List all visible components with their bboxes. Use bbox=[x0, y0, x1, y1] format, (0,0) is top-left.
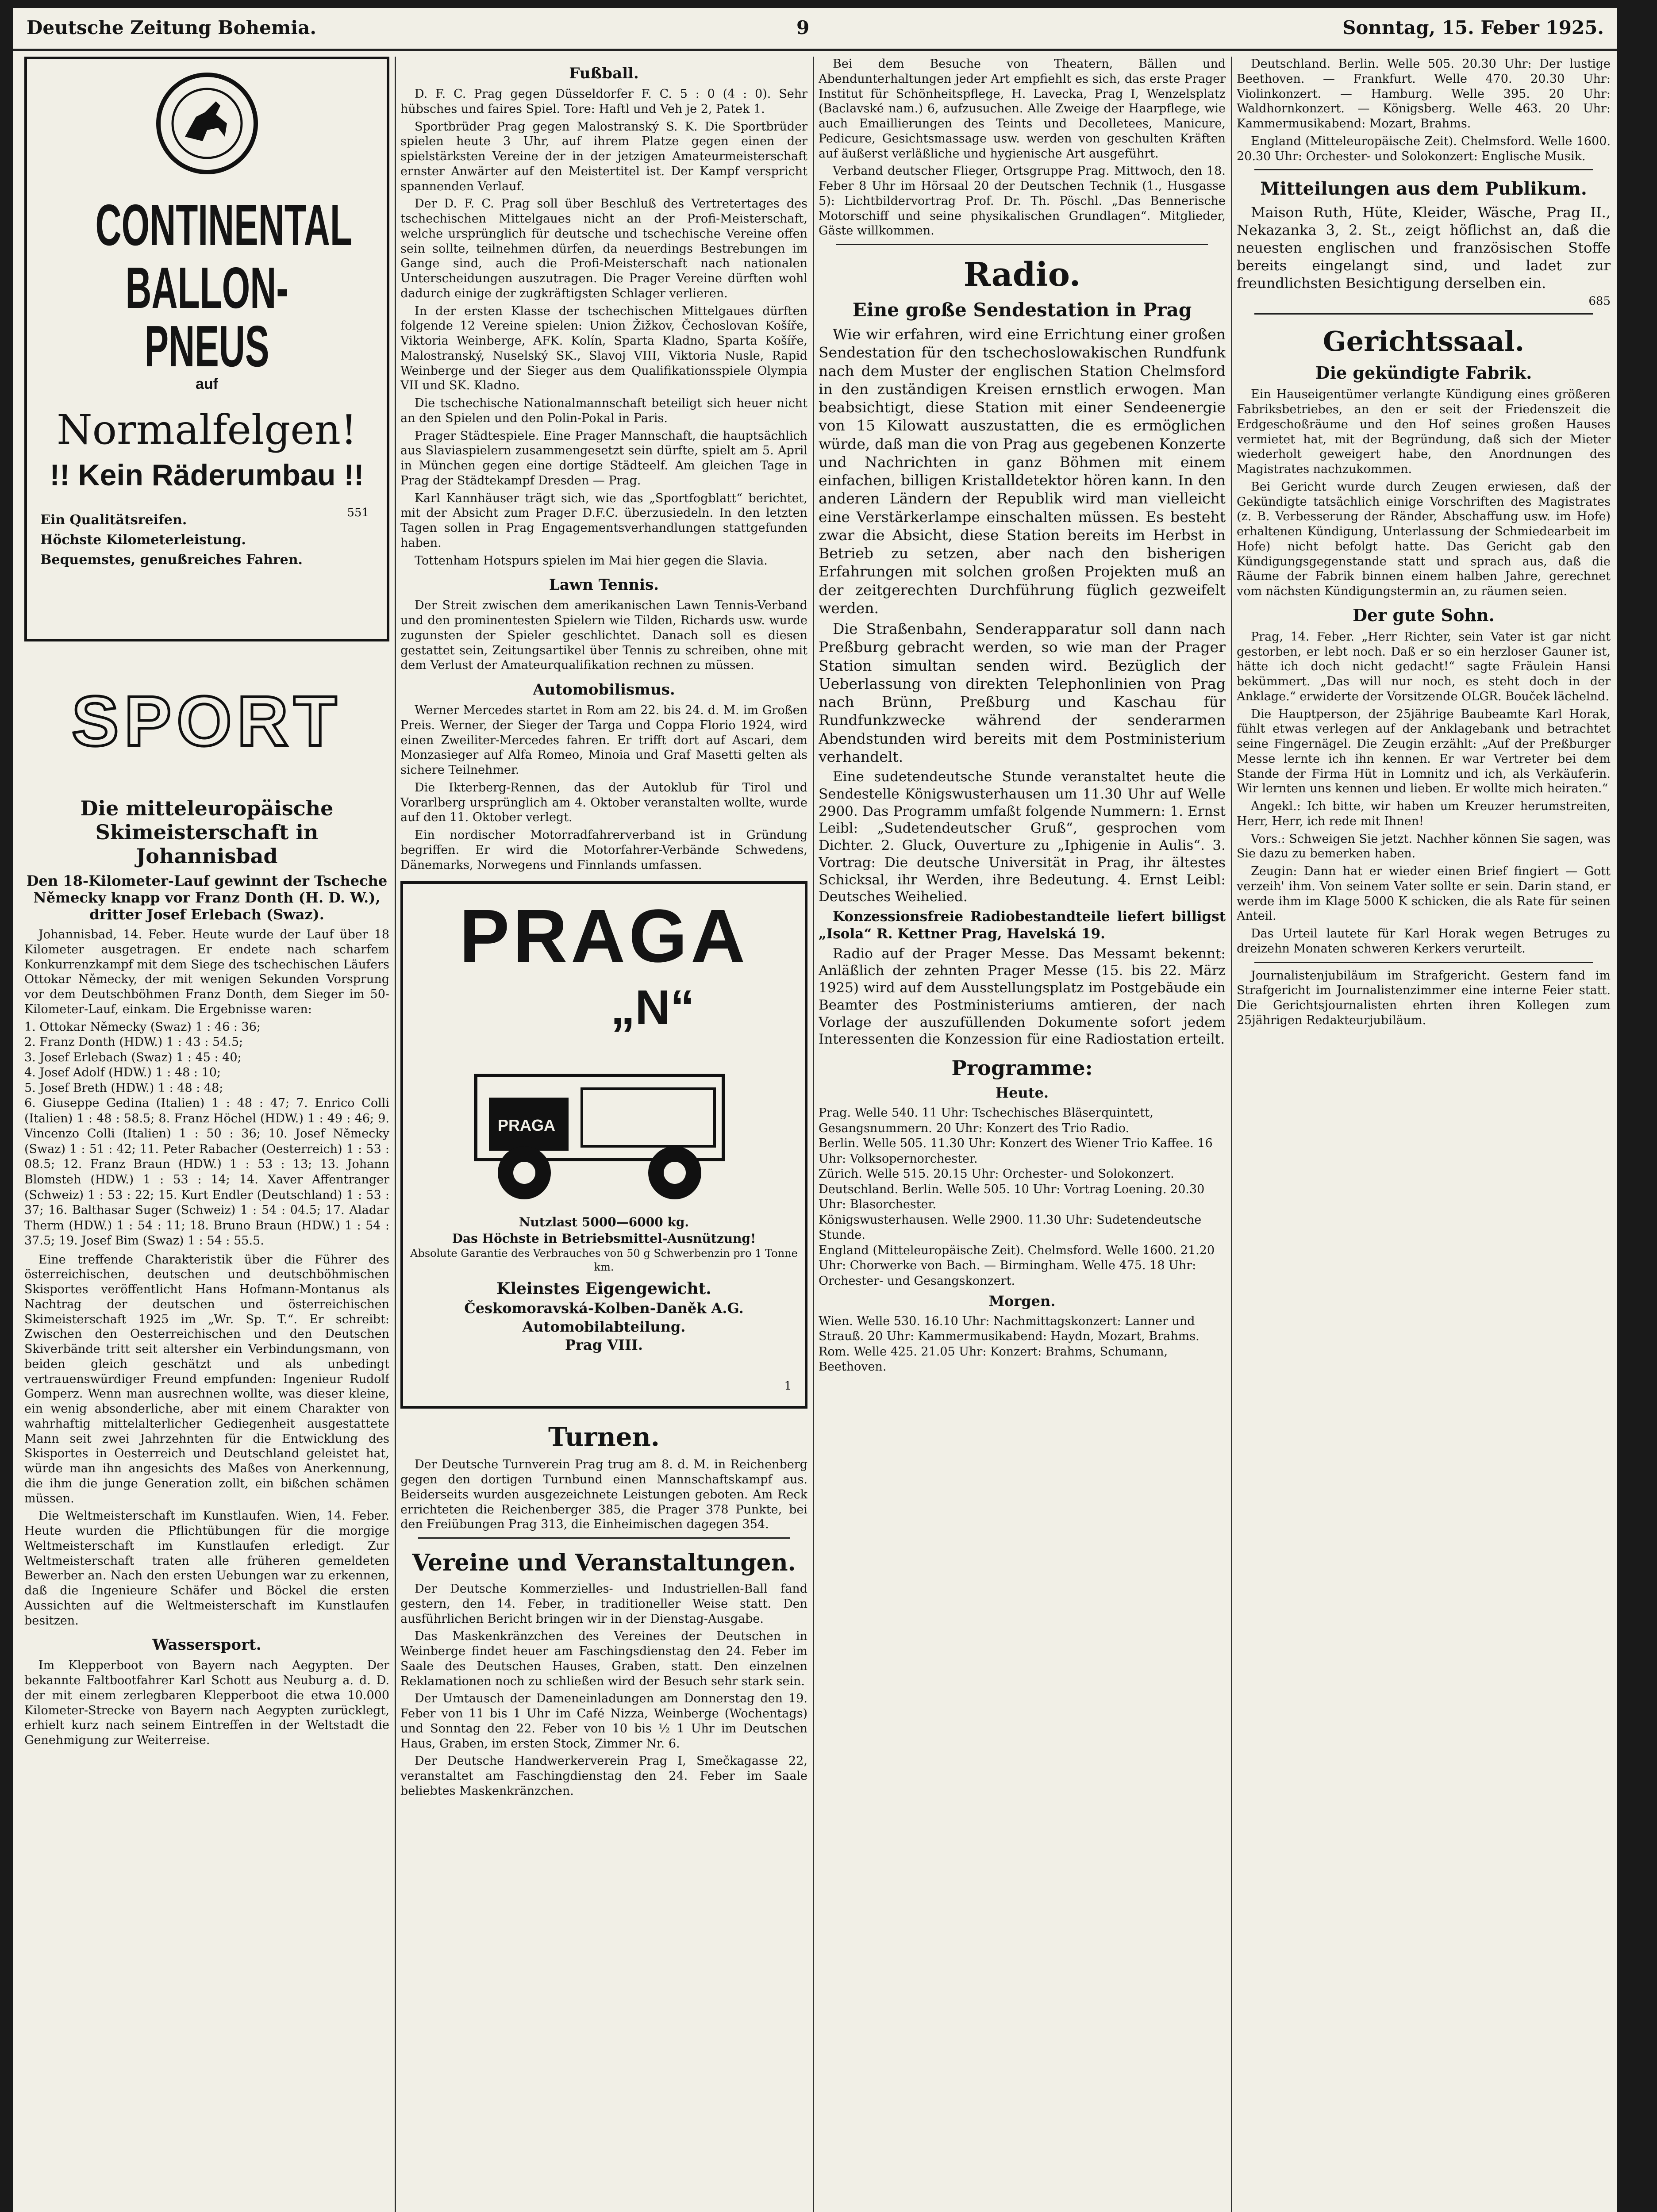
section-heading: Mitteilungen aus dem Publikum. bbox=[1260, 178, 1587, 200]
ad-tagline: !! Kein Räderumbau !! bbox=[50, 458, 364, 492]
list-item: Deutschland. Berlin. Welle 505. 10 Uhr: Vortrag Loening. 20.30 Uhr: Blasorchester. bbox=[819, 1182, 1205, 1212]
article-paragraph: Der Streit zwischen dem amerikanischen Lawn Tennis-Verband und den prominentesten Spielern wie Tilden, Richards usw. wurde zugunsten der Spieler geschlichtet. Danach soll es diesen gestattet sein, Zeitungsartikel über Tennis zu schreiben, ohne mit dem Verlust der Amateurqualifikation rechnen zu müssen. bbox=[400, 599, 807, 672]
article-paragraph: Sportbrüder Prag gegen Malostranský S. K. Die Sportbrüder spielen heute 3 Uhr, auf ihrem Platze gegen einen der spielstärksten Vereine der in der jetzigen Amateurmeisterschaft ernster Anwärter auf den Meistertitel ist. Der Kampf verspricht spannenden Verlauf. bbox=[400, 119, 807, 193]
article-paragraph: Der Deutsche Kommerzielles- und Industriellen-Ball fand gestern, den 14. Feber, in traditioneller Weise statt. Den ausführlichen Bericht bringen wir in der Dienstag-Ausgabe. bbox=[400, 1582, 807, 1626]
article-paragraph: Werner Mercedes startet in Rom am 22. bis 24. d. M. im Großen Preis. Werner, der Sieger der Targa und Coppa Florio 1924, wird einen Zweiliter-Mercedes fahren. Er trifft dort auf Ascari, dem Monzasieger auf Alfa Romeo, Minoia und Graf Masetti gelten als sichere Teilnehmer. bbox=[400, 703, 807, 777]
article-paragraph: Wie wir erfahren, wird eine Errichtung einer großen Sendestation für den tschechoslowakischen Rundfunk nach dem Muster der englischen Station Chelmsford in den zuständigen Kreisen ernstlich erwogen. Man beabsichtigt, diese Station mit einer Sendeenergie von 15 Kilowatt auszustatten, die es ermöglichen würde, daß man die von Prag aus gegebenen Konzerte und Nachrichten in ganz Böhmen mit einem einfachen, billigen Kristalldetektor hören kann. In den anderen Ländern der Republik wird man vielleicht eine Verstärkerlampe einschalten müssen. Es besteht zwar die Absicht, diese Station bereits im Herbst in Betrieb zu setzen, aber nach den bisherigen Erfahrungen mit solchen großen Projekten muß an der zeitgerechten Durchführung füglich gezweifelt werden. bbox=[819, 326, 1226, 617]
ad-brand: CONTINENTAL bbox=[95, 192, 352, 257]
list-item: 4. Josef Adolf (HDW.) 1 : 48 : 10; bbox=[24, 1066, 221, 1080]
divider bbox=[836, 244, 1208, 245]
list-item: England (Mitteleuropäische Zeit). Chelmsford. Welle 1600. 21.20 Uhr: Chorwerke von Bach. — Birmingham. Welle 475. 18 Uhr: Orchester- und Gesangskonzert. bbox=[819, 1243, 1215, 1288]
list-item: 2. Franz Donth (HDW.) 1 : 43 : 54.5; bbox=[24, 1035, 243, 1049]
column-4 bbox=[1237, 57, 1611, 2212]
list-item: Königswusterhausen. Welle 2900. 11.30 Uhr: Sudetendeutsche Stunde. bbox=[819, 1213, 1202, 1242]
day-heading: Heute. bbox=[995, 1084, 1049, 1101]
masthead: Deutsche Zeitung Bohemia. bbox=[27, 17, 316, 38]
truck-icon bbox=[449, 1036, 759, 1213]
article-paragraph: Radio auf der Prager Messe. Das Messamt bekennt: Anläßlich der zehnten Prager Messe (15. bis 22. März 1925) wird auf dem Ausstellungsplatz im Postgebäude ein Beamter des Postministeriums amtieren, der nach Vorlage der auszufüllenden Dokumente sofort jedem Interessenten die Konzession für eine Radiostation erteilt. bbox=[819, 945, 1226, 1048]
day-heading: Morgen. bbox=[988, 1292, 1056, 1310]
article-paragraph: Tottenham Hotspurs spielen im Mai hier gegen die Slavia. bbox=[415, 553, 768, 568]
praga-ad-model: „N“ bbox=[611, 980, 695, 1035]
section-heading: Gerichtssaal. bbox=[1323, 325, 1525, 358]
list-item: Rom. Welle 425. 21.05 Uhr: Konzert: Brahms, Schumann, Beethoven. bbox=[819, 1344, 1168, 1374]
article-paragraph: Ein Hauseigentümer verlangte Kündigung eines größeren Fabriksbetriebes, an den er seit der Friedenszeit die Erdgeschoßräume und den Hof seines großen Hauses vermietet hat, mit der Begründung, daß sich der Mieter wiederholt geweigert habe, den Anordnungen des Magistrates nachzukommen. bbox=[1237, 388, 1611, 476]
article-paragraph: Prager Städtespiele. Eine Prager Mannschaft, die hauptsächlich aus Slaviaspielern zusammengesetzt sein dürfte, spielt am 5. April in München gegen eine dortige Städteelf. Am gleichen Tage in Prag der Städtekampf Dresden — Prag. bbox=[400, 429, 807, 488]
article-paragraph: D. F. C. Prag gegen Düsseldorfer F. C. 5 : 0 (4 : 0). Sehr hübsches und faires Spiel. Tore: Haftl und Veh je 2, Patek 1. bbox=[400, 87, 807, 116]
article-paragraph: Angekl.: Ich bitte, wir haben um Kreuzer herumstreiten, Herr, Herr, ich rede mit Ihnen! bbox=[1237, 799, 1611, 828]
list-item: 1. Ottokar Německy (Swaz) 1 : 46 : 36; bbox=[24, 1020, 261, 1034]
list-item: 5. Josef Breth (HDW.) 1 : 48 : 48; bbox=[24, 1081, 223, 1095]
article-paragraph: Deutschland. Berlin. Welle 505. 20.30 Uhr: Der lustige Beethoven. — Frankfurt. Welle 470. 20.30 Uhr: Violinkonzert. — Hamburg. Welle 395. 20 Uhr: Waldhornkonzert. — Königsberg. Welle 463. 20 Uhr: Kammermusikabend: Mozart, Brahms. bbox=[1237, 57, 1611, 131]
praga-ad-line: Absolute Garantie des Verbrauches von 50 g Schwerbenzin pro 1 Tonne km. bbox=[410, 1247, 798, 1274]
ad-connector: auf bbox=[196, 376, 218, 392]
article-paragraph: Johannisbad, 14. Feber. Heute wurde der Lauf über 18 Kilometer ausgetragen. Er endete nach scharfem Konkurrenzkampf mit dem Siege des tschechischen Läufers Ottokar Německy, der mit wenigen Sekunden Vorsprung vor dem Deutschböhmen Franz Donth, dem Sieger im 50-Kilometer-Lauf, einkam. Die Ergebnisse waren: bbox=[24, 928, 389, 1016]
results-list bbox=[24, 1020, 389, 1249]
divider bbox=[418, 1537, 790, 1539]
ad-code: 1 bbox=[784, 1379, 792, 1393]
praga-ad-line: Kleinstes Eigengewicht. bbox=[496, 1279, 711, 1298]
praga-ad-payload: Nutzlast 5000—6000 kg. bbox=[519, 1215, 689, 1230]
page-header bbox=[13, 8, 1617, 51]
horse-emblem-icon bbox=[154, 70, 260, 177]
article-paragraph: Verband deutscher Flieger, Ortsgruppe Prag. Mittwoch, den 18. Feber 8 Uhr im Hörsaal 20 der Deutschen Technik (1., Husgasse 5): Lichtbildervortrag Prof. Dr. Th. Pöschl. „Das Bennerische Motorschiff und seine physikalischen Grundlagen“. Mitglieder, Gäste willkommen. bbox=[819, 164, 1226, 238]
program-list bbox=[819, 1314, 1226, 1375]
list-item: Prag. Welle 540. 11 Uhr: Tschechisches Bläserquintett, Gesangsnummern. 20 Uhr: Konzert des Trio Radio. bbox=[819, 1106, 1153, 1135]
divider bbox=[1254, 313, 1593, 315]
section-heading: Lawn Tennis. bbox=[549, 576, 659, 594]
article-paragraph: Der D. F. C. Prag soll über Beschluß des Vertretertages des tschechischen Mittelgaues nicht an der Profi-Meisterschaft, welche ursprünglich für deutsche und tschechische Vereine offen sein sollte, teilnehmen dürfen, da neuerdings Bestrebungen im Gange sind, auch die Profi-Meisterschaft nach nationalen Unterscheidungen auszutragen. Die Prager Vereine dürften wohl dadurch einige der zugkräftigsten Schlager verlieren. bbox=[400, 197, 807, 300]
article-paragraph: Journalistenjubiläum im Strafgericht. Gestern fand im Strafgericht im Journalistenzimmer eine interne Feier statt. Die Gerichtsjournalisten ehrten ihren Kollegen zum 25jährigen Redakteurjubiläum. bbox=[1237, 968, 1611, 1027]
article-paragraph: England (Mitteleuropäische Zeit). Chelmsford. Welle 1600. 20.30 Uhr: Orchester- und Solokonzert: Englische Musik. bbox=[1237, 134, 1611, 163]
article-paragraph: Ein nordischer Motorradfahrerverband ist in Gründung begriffen. Er wird die Motorfahrer-Verbände Schwedens, Dänemarks, Norwegens und Finnlands umfassen. bbox=[400, 828, 807, 872]
list-item: 6. Giuseppe Gedina (Italien) 1 : 48 : 47; 7. Enrico Colli (Italien) 1 : 48 : 58.5; 8. Franz Höchel (HDW.) 1 : 49 : 46; 9. Vincenzo Colli (Italien) 1 : 50 : 36; 10. Josef Německy (Swaz) 1 : 51 : 42; 11. Peter Rabacher (Oesterreich) 1 : 53 : 08.5; 12. Franz Braun (HDW.) 1 : 53 : 13; 13. Johann Blomsteh (HDW.) 1 : 53 : 14; 14. Xaver Affentranger (Schweiz) 1 : 53 : 22; 15. Kurt Endler (Deutschland) 1 : 53 : 37; 16. Balthasar Suger (Schweiz) 1 : 54 : 04.5; 17. Aladar Therm (HDW.) 1 : 54 : 11; 18. Bruno Braun (HDW.) 1 : 54 : 37.5; 19. Josef Bim (Swaz) 1 : 54 : 55.5. bbox=[24, 1096, 389, 1248]
article-paragraph: Das Maskenkränzchen des Vereines der Deutschen in Weinberge findet heuer am Faschingsdienstag den 24. Feber im Saale des Deutschen Hauses, Graben, statt. Den einzelnen Reklamationen noch zu schließen wird der Besuch sehr stark sein. bbox=[400, 1629, 807, 1688]
sport-banner-text: SPORT bbox=[71, 681, 342, 760]
article-subhead: Eine große Sendestation in Prag bbox=[852, 299, 1192, 321]
praga-ad-line: Das Höchste in Betriebsmittel-Ausnützung! bbox=[452, 1231, 756, 1246]
praga-ad-company: Českomoravská-Kolben-Daněk A.G. bbox=[464, 1300, 744, 1317]
newspaper-page bbox=[13, 8, 1617, 2212]
article-subhead: Die gekündigte Fabrik. bbox=[1315, 363, 1532, 383]
article-paragraph: Bei dem Besuche von Theatern, Bällen und Abendunterhaltungen jeder Art empfiehlt es sich, das erste Prager Institut für Schönheitspflege, H. Lavecka, Prag I, Wenzelsplatz (Baclavské nam.) 6, aufzusuchen. Alle Zweige der Haarpflege, wie auch Emaillierungen des Teints und Decolletees, Manicure, Pedicure, Gesichtsmassage usw. werden von geschulten Kräften auf äußerst verläßliche und hygienische Art ausgeführt. bbox=[819, 57, 1226, 161]
ad-code: 685 bbox=[1588, 295, 1611, 308]
list-item: Zürich. Welle 515. 20.15 Uhr: Orchester- und Solokonzert. bbox=[819, 1167, 1174, 1181]
article-paragraph: Karl Kannhäuser trägt sich, wie das „Sportfogblatt“ berichtet, mit der Absicht zum Prager D.F.C. überzusiedeln. In den letzten Tagen sollen in Prag Engagementsverhandlungen stattgefunden haben. bbox=[400, 491, 807, 550]
column-rule bbox=[1231, 57, 1232, 2212]
article-paragraph: Der Deutsche Handwerkerverein Prag I, Smečkagasse 22, veranstaltet am Faschingdienstag den 24. Feber im Saale beliebtes Maskenkränzchen. bbox=[400, 1754, 807, 1798]
column-rule bbox=[395, 57, 396, 2212]
article-paragraph: Der Deutsche Turnverein Prag trug am 8. d. M. in Reichenberg gegen den dortigen Turnbund einen Mannschaftskampf aus. Beiderseits wurden ausgezeichnete Leistungen geboten. Am Reck errichteten die Reichenberger 385, die Prager 378 Punkte, bei den Freiübungen Prag 313, die Einheimischen dagegen 354. bbox=[400, 1458, 807, 1532]
article-headline: Die mitteleuropäische Skimeisterschaft in Johannisbad bbox=[80, 796, 334, 868]
article-paragraph: Der Umtausch der Dameneinladungen am Donnerstag den 19. Feber von 11 bis 1 Uhr im Café Nizza, Weinberge (Wochentags) und Sonntag den 22. Feber von 10 bis ½ 1 Uhr im Deutschen Haus, Graben, im ersten Stock, Zimmer Nr. 6. bbox=[400, 1692, 807, 1751]
article-paragraph: Eine treffende Charakteristik über die Führer des österreichischen, deutschen und deutschböhmischen Skisportes veröffentlicht Hans Hofmann-Montanus als Nachtrag der deutschen und österreichischen Skimeisterschaft 1925 im „Wr. Sp. T.“. Er schreibt: Zwischen den Oesterreichischen und den Deutschen Skiverbände tritt seit altersher ein Verbindungsmann, von beiden gleich geschätzt und als unbedingt vertrauenswürdiger Freund empfunden: Ingenieur Rudolf Gomperz. Wenn man ausrechnen wollte, was dieser kleine, ein wenig absonderliche, aber mit einem Charakter von wahrhaftig mittelalterlicher Gediegenheit ausgestattete Mann seit zwei Jahrzehnten für die Entwicklung des Skisportes in Oesterreich und Deutschland geleistet hat, würde man ihn angesichts des Maßes von Anerkennung, die ihm die junge Generation zollt, ein bißchen schämen müssen. bbox=[24, 1252, 389, 1505]
article-paragraph: Konzessionsfreie Radiobestandteile liefert billigst „Isola“ R. Kettner Prag, Havelská 19. bbox=[819, 909, 1226, 942]
ad-product: BALLON-PNEUS bbox=[125, 255, 288, 379]
ad-code: 551 bbox=[347, 506, 369, 519]
article-paragraph: Eine sudetendeutsche Stunde veranstaltet heute die Sendestelle Königswusterhausen um 11.30 Uhr auf Welle 2900. Das Programm umfaßt folgende Nummern: 1. Ernst Leibl: „Sudetendeutscher Gruß“, gesprochen vom Dichter. 2. Gluck, Ouverture zu „Iphigenie in Aulis“. 3. Vortrag: Die deutsche Universität in Prag, ihr ältestes Schicksal, ihr Werden, ihre Bedeutung. 4. Ernst Leibl: Deutsches Weihelied. bbox=[819, 769, 1226, 905]
issue-date: Sonntag, 15. Feber 1925. bbox=[1342, 17, 1604, 38]
section-heading: Wassersport. bbox=[152, 1636, 261, 1654]
continental-ad bbox=[24, 57, 389, 641]
article-paragraph: Das Urteil lautete für Karl Horak wegen Betruges zu dreizehn Monaten schweren Kerkers verurteilt. bbox=[1237, 927, 1611, 956]
praga-ad bbox=[400, 881, 807, 1409]
divider bbox=[1254, 169, 1593, 170]
article-paragraph: Im Klepperboot von Bayern nach Aegypten. Der bekannte Faltbootfahrer Karl Schott aus Neuburg a. d. D. der mit einem zerlegbaren Klepperboot die etwa 10.000 Kilometer-Strecke von Bayern nach Aegypten zurücklegt, erhielt kurz nach seinem Eintreffen in der Weltstadt die Genehmigung zur Weiterreise. bbox=[24, 1659, 389, 1747]
article-paragraph: In der ersten Klasse der tschechischen Mittelgaues dürften folgende 12 Vereine spielen: Union Žižkov, Čechoslovan Košíře, Viktoria Weinberge, AFK. Kolín, Sparta Kladno, Sparta Košíře, Malostranský, Nuselský SK., Slavoj VIII, Viktoria Nusle, Rapid Weinberge und der Sieger aus dem Qualifikationsspiele Olympia VII und SK. Kladno. bbox=[400, 304, 807, 393]
section-heading: Turnen. bbox=[548, 1422, 660, 1452]
article-paragraph: Die Weltmeisterschaft im Kunstlaufen. Wien, 14. Feber. Heute wurden die Pflichtübungen für die morgige Weltmeisterschaft im Kunstlaufen erledigt. Zur Weltmeisterschaft traten alle früheren gemeldeten Bewerber an. Nach den ersten Uebungen war zu erkennen, daß die Ingenieure Schäfer und Böckel die ersten Aussichten auf die Weltmeisterschaft im Kunstlaufen besitzen. bbox=[24, 1509, 389, 1628]
list-item: 3. Josef Erlebach (Swaz) 1 : 45 : 40; bbox=[24, 1050, 242, 1064]
ad-bullet: Bequemstes, genußreiches Fahren. bbox=[40, 552, 303, 568]
article-paragraph: Zeugin: Dann hat er wieder einen Brief fingiert — Gott verzeih' ihm. Von seinem Vater sollte er sein. Darin stand, er werde ihm im Klage 5000 K schicken, die als Rate für seinen Anteil. bbox=[1237, 864, 1611, 923]
column-2 bbox=[400, 57, 807, 2212]
program-list bbox=[819, 1106, 1226, 1289]
article-subhead: Der gute Sohn. bbox=[1353, 605, 1495, 625]
article-paragraph: Die tschechische Nationalmannschaft beteiligt sich heuer nicht an den Spielen und den Polin-Pokal in Paris. bbox=[400, 396, 807, 425]
article-paragraph: Bei Gericht wurde durch Zeugen erwiesen, daß der Gekündigte tatsächlich einige Vorschriften des Magistrates (z. B. Verbesserung der Ränder, Abschaffung usw. im Hofe) erhaltenen Kündigung, Unterlassung der Schmiedearbeit im Hofe) nicht befolgt hatte. Das Gericht gab den Kündigungsgegenstande statt und sprach aus, daß die Räume der Fabrik binnen einem halben Jahre, gerechnet vom nächsten Kündigungstermin an, zu räumen seien. bbox=[1237, 480, 1611, 598]
praga-ad-title: PRAGA bbox=[459, 894, 749, 979]
section-heading: Automobilismus. bbox=[533, 681, 675, 699]
ad-bullet: Ein Qualitätsreifen. bbox=[40, 512, 187, 528]
section-heading: Radio. bbox=[963, 256, 1081, 294]
praga-ad-city: Prag VIII. bbox=[565, 1336, 643, 1354]
article-subhead: Den 18-Kilometer-Lauf gewinnt der Tscheche Německy knapp vor Franz Donth (H. D. W.), dritter Josef Erlebach (Swaz). bbox=[26, 872, 388, 923]
article-paragraph: Maison Ruth, Hüte, Kleider, Wäsche, Prag II., Nekazanka 3, 2. St., zeigt höflichst an, daß die neuesten englischen und französischen Stoffe bereits eingelangt sind, und ladet zur freundlichsten Besichtigung derselben ein. bbox=[1237, 204, 1611, 292]
ad-bullet: Höchste Kilometerleistung. bbox=[40, 532, 246, 548]
column-1 bbox=[24, 57, 389, 2212]
column-rule bbox=[813, 57, 814, 2212]
page-number: 9 bbox=[796, 17, 810, 38]
divider bbox=[1254, 962, 1593, 963]
article-paragraph: Prag, 14. Feber. „Herr Richter, sein Vater ist gar nicht gestorben, er lebt noch. Daß er so ein herzloser Gauner ist, hätte ich doch nicht gedacht!“ sagte Fräulein Hansi bekümmert. „Das will nur noch, es steht doch in der Anklage.“ erwiderte der Vorsitzende OLGR. Bouček lächelnd. bbox=[1237, 630, 1611, 703]
section-heading: Fußball. bbox=[569, 65, 639, 82]
truck-label: PRAGA bbox=[498, 1116, 556, 1135]
article-paragraph: Die Straßenbahn, Senderapparatur soll dann nach Preßburg gebracht werden, so wie man der Prager Station simultan senden wird. Bezüglich der Ueberlassung von direkten Telephonlinien von Prag nach Brünn, Preßburg und Kaschau für Rundfunkzwecke während der senderarmen Abendstunden wird bereits mit dem Postministerium verhandelt. bbox=[819, 620, 1226, 765]
list-item: Wien. Welle 530. 16.10 Uhr: Nachmittagskonzert: Lanner und Strauß. 20 Uhr: Kammermusikabend: Haydn, Mozart, Brahms. bbox=[819, 1314, 1199, 1344]
sport-banner bbox=[24, 655, 389, 787]
article-paragraph: Die Ikterberg-Rennen, das der Autoklub für Tirol und Vorarlberg ursprünglich am 4. Oktober veranstalten wollte, wurde auf den 11. Oktober verlegt. bbox=[400, 780, 807, 825]
article-paragraph: Vors.: Schweigen Sie jetzt. Nachher können Sie sagen, was Sie dazu zu bemerken haben. bbox=[1237, 832, 1611, 861]
column-3 bbox=[819, 57, 1226, 2212]
section-heading: Programme: bbox=[951, 1056, 1093, 1080]
section-heading: Vereine und Veranstaltungen. bbox=[412, 1549, 796, 1576]
list-item: Berlin. Welle 505. 11.30 Uhr: Konzert des Wiener Trio Kaffee. 16 Uhr: Volksopernorchester. bbox=[819, 1137, 1213, 1166]
ad-slogan: Normalfelgen! bbox=[57, 406, 357, 453]
article-paragraph: Die Hauptperson, der 25jährige Baubeamte Karl Horak, fühlt etwas verlegen auf der Anklagebank und betrachtet seine Fingernägel. Die Zeugin erzählt: „Auf der Preßburger Messe lernte ich ihn kennen. Er war Vertreter bei dem Stande der Firma Hüt in Lomnitz und ich, als Verkäuferin. Wir lernten uns kennen und lieben. Er wollte mich heiraten.“ bbox=[1237, 707, 1611, 796]
praga-ad-dept: Automobilabteilung. bbox=[522, 1318, 686, 1335]
